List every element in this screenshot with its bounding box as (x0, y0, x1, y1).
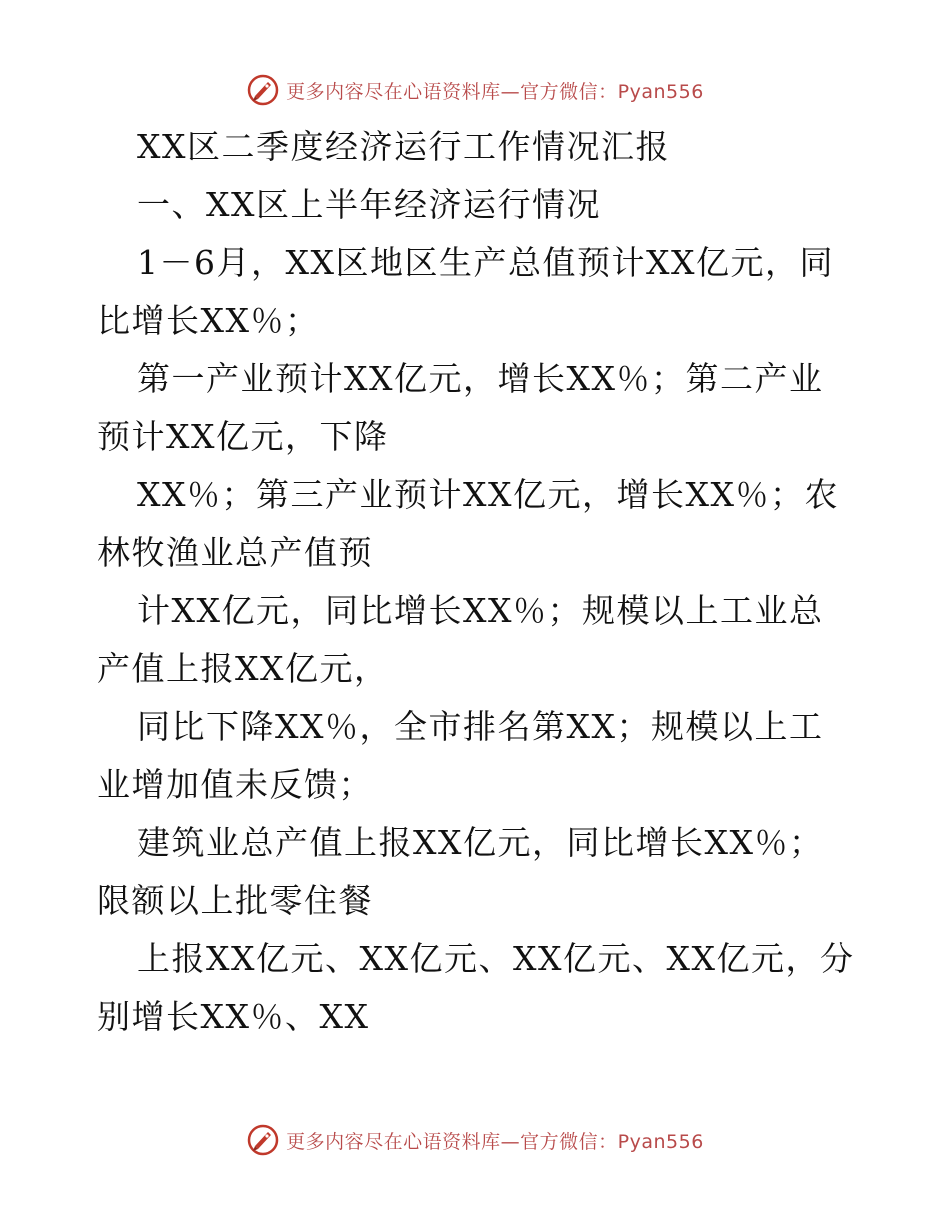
paragraph: XX％；第三产业预计XX亿元，增长XX％；农林牧渔业总产值预 (97, 475, 839, 572)
document-body (97, 118, 857, 1046)
document-title: XX区二季度经济运行工作情况汇报 (137, 127, 670, 166)
paragraph: 同比下降XX％，全市排名第XX；规模以上工业增加值未反馈； (97, 707, 824, 804)
paragraph: 上报XX亿元、XX亿元、XX亿元、XX亿元，分别增长XX％、XX (97, 939, 855, 1036)
paragraph: 第一产业预计XX亿元，增长XX％；第二产业预计XX亿元，下降 (97, 359, 824, 456)
pen-nib-logo-icon (246, 1123, 280, 1157)
paragraph: 1－6月，XX区地区生产总值预计XX亿元，同比增长XX％； (97, 243, 834, 340)
paragraph: 建筑业总产值上报XX亿元，同比增长XX％；限额以上批零住餐 (97, 823, 824, 920)
header-banner (0, 70, 950, 110)
pen-nib-logo-icon (246, 73, 280, 107)
footer-banner (0, 1120, 950, 1160)
section-heading: 一、XX区上半年经济运行情况 (137, 185, 601, 224)
paragraph: 计XX亿元，同比增长XX％；规模以上工业总产值上报XX亿元， (97, 591, 824, 688)
banner-text: 更多内容尽在心语资料库—官方微信：Pyan556 (286, 1130, 704, 1153)
banner-text: 更多内容尽在心语资料库—官方微信：Pyan556 (286, 80, 704, 103)
